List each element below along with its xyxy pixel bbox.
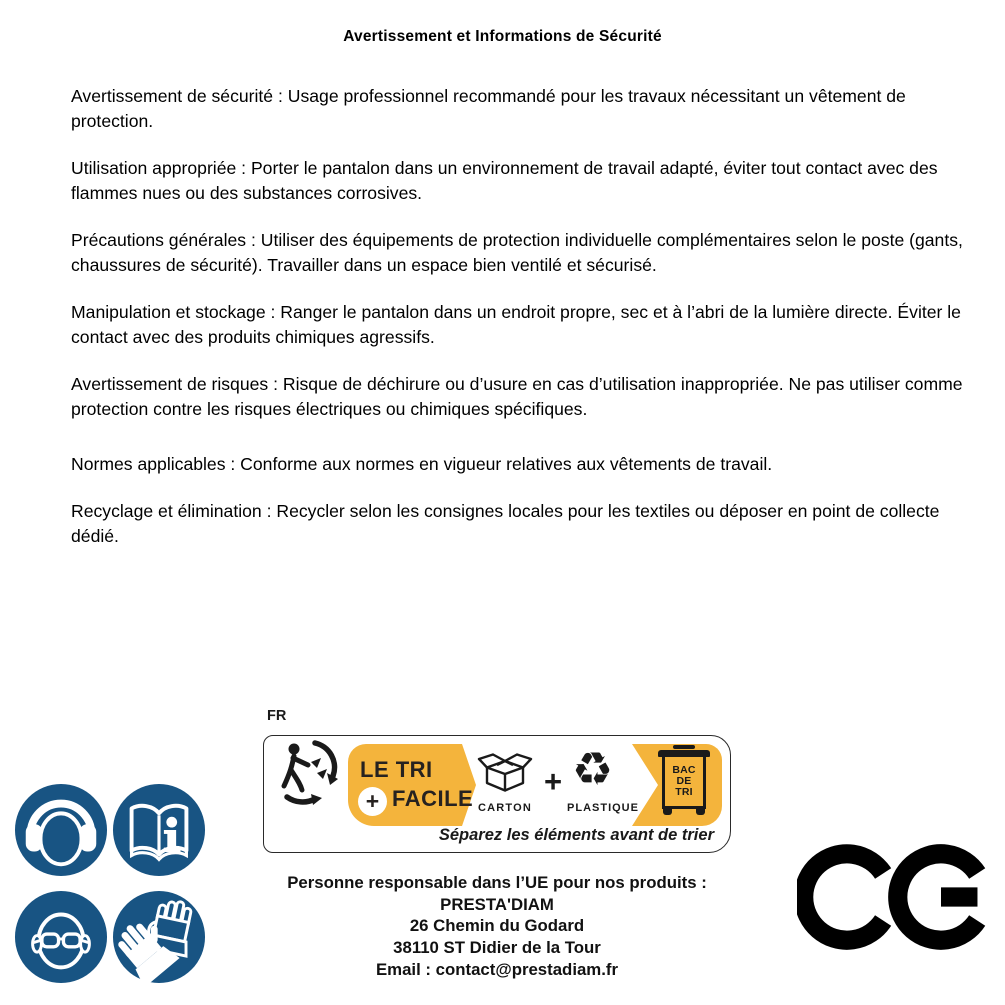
safety-paragraph: Avertissement de sécurité : Usage professionnel recommandé pour les travaux nécessitant un vêtement de protection. <box>71 86 906 131</box>
address-line: 38110 ST Didier de la Tour <box>393 938 601 958</box>
ce-marking-icon <box>797 843 989 951</box>
bin-handle <box>673 745 695 749</box>
plastic-recycling-icon: ♻ <box>572 742 614 796</box>
safety-text-block <box>71 84 989 571</box>
read-instruction-manual-icon <box>112 783 206 877</box>
email-line: Email : contact@prestadiam.fr <box>375 959 619 979</box>
address-line: 26 Chemin du Godard <box>409 916 585 936</box>
responsible-line: Personne responsable dans l’UE pour nos produits : <box>287 873 707 892</box>
bin-text <box>662 757 706 809</box>
responsible-person-block <box>247 872 747 981</box>
bin-wheels <box>658 809 710 815</box>
sorting-bin-icon <box>658 745 710 815</box>
triman-recycling-icon <box>275 740 341 808</box>
safety-paragraph: Recyclage et élimination : Recycler selon les consignes locales pour les textiles ou déposer en point de collecte dédié. <box>71 501 940 546</box>
facile-label: FACILE <box>392 786 474 811</box>
cardboard-box-icon <box>476 749 534 799</box>
wear-protective-gloves-icon <box>112 890 206 984</box>
country-code-label: FR <box>267 708 287 724</box>
mandatory-pictograms <box>14 783 206 984</box>
bin-line: DE <box>676 775 692 787</box>
sorting-tagline: Séparez les éléments avant de trier <box>438 826 714 844</box>
tri-facile-recycling-banner <box>263 735 731 853</box>
bin-line: TRI <box>675 786 693 798</box>
company-name: PRESTA'DIAM <box>440 894 554 914</box>
safety-paragraph: Normes applicables : Conforme aux normes en vigueur relatives aux vêtements de travail. <box>71 454 773 474</box>
plastique-label: PLASTIQUE <box>567 802 639 814</box>
bin-line: BAC <box>672 764 696 776</box>
bin-lid <box>658 750 710 757</box>
plus-circle-icon: + <box>358 787 387 816</box>
safety-paragraph: Précautions générales : Utiliser des équipements de protection individuelle complémentaires selon le poste (gants, chaussures de sécurité). Travailler dans un espace bien ventilé et sécurisé. <box>71 230 963 275</box>
wear-ear-protection-icon <box>14 783 108 877</box>
safety-paragraph: Avertissement de risques : Risque de déchirure ou d’usure en cas d’utilisation inappropriée. Ne pas utiliser comme protection contre les risques électriques ou chimiques spécifiques. <box>71 374 963 419</box>
carton-label: CARTON <box>477 802 533 814</box>
wear-eye-protection-icon <box>14 890 108 984</box>
page-title: Avertissement et Informations de Sécurité <box>343 28 662 45</box>
le-tri-label: LE TRI <box>360 757 433 782</box>
plus-sign: + <box>544 764 563 799</box>
safety-paragraph: Manipulation et stockage : Ranger le pantalon dans un endroit propre, sec et à l’abri de la lumière directe. Éviter le contact avec des produits chimiques agressifs. <box>71 302 961 347</box>
safety-paragraph: Utilisation appropriée : Porter le pantalon dans un environnement de travail adapté, éviter tout contact avec des flammes nues ou des substances corrosives. <box>71 158 938 203</box>
